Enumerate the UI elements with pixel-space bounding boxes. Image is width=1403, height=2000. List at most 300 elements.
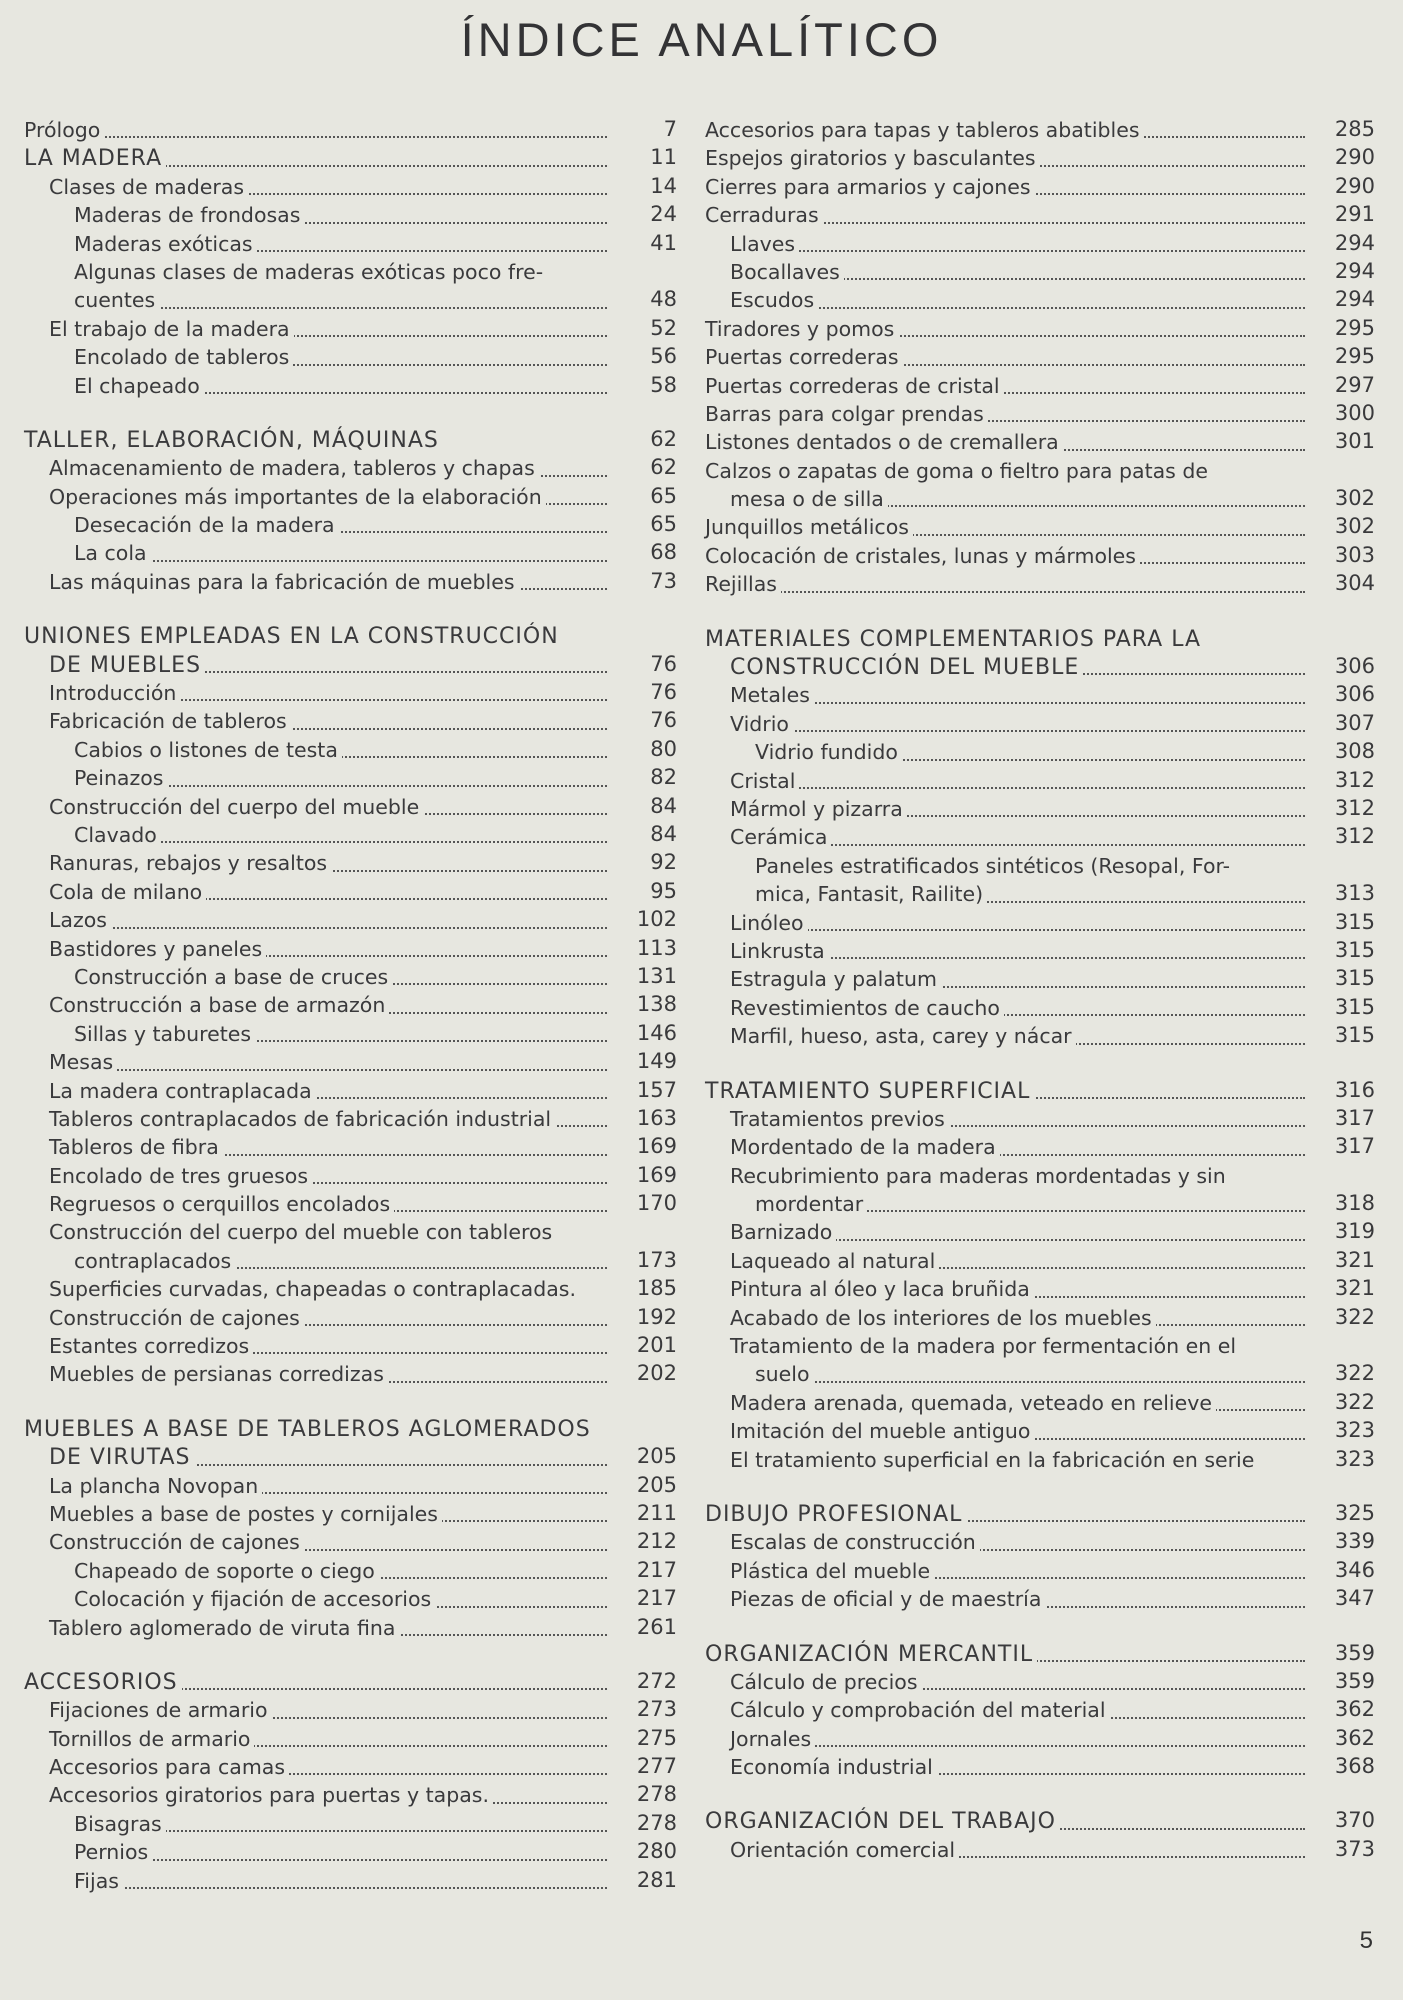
section-spacer — [24, 1388, 677, 1414]
toc-entry — [24, 1527, 677, 1555]
toc-entry-title: Tratamientos previos — [730, 1107, 949, 1131]
toc-entry-title: Escudos — [730, 288, 818, 312]
toc-entry-page: 205 — [636, 1472, 677, 1497]
toc-section-heading — [24, 621, 677, 649]
toc-entry — [705, 1695, 1375, 1723]
toc-entry-title: El chapeado — [74, 374, 204, 398]
toc-entry-page: 303 — [1334, 542, 1375, 567]
toc-section-heading — [705, 624, 1375, 652]
toc-entry-title: Cabios o listones de testa — [74, 738, 342, 762]
toc-entry — [24, 1471, 677, 1499]
toc-entry-page: 325 — [1334, 1500, 1375, 1525]
toc-entry — [24, 877, 677, 905]
toc-entry-page: 321 — [1334, 1247, 1375, 1272]
toc-entry-title: MUEBLES A BASE DE TABLEROS AGLOMERADOS — [24, 1417, 595, 1442]
toc-entry — [24, 990, 677, 1018]
toc-entry-title: Puertas correderas de cristal — [705, 374, 1004, 398]
toc-entry-title: Almacenamiento de madera, tableros y chapas — [49, 456, 539, 480]
toc-entry-title: Tableros contraplacados de fabricación industrial — [49, 1107, 555, 1131]
toc-entry-page: 273 — [636, 1697, 677, 1722]
toc-entry-page: 313 — [1334, 881, 1375, 906]
toc-entry — [705, 1527, 1375, 1555]
toc-entry-page: 102 — [636, 907, 677, 932]
toc-entry-title: Piezas de oficial y de maestría — [730, 1587, 1045, 1611]
toc-section-heading — [705, 1639, 1375, 1667]
toc-entry-page: 312 — [1334, 767, 1375, 792]
toc-entry-page: 217 — [636, 1586, 677, 1611]
toc-entry-title: Chapeado de soporte o ciego — [74, 1559, 379, 1583]
dot-leader — [730, 702, 1305, 704]
toc-entry-page: 302 — [1334, 486, 1375, 511]
dot-leader — [705, 591, 1305, 593]
toc-entry-page: 317 — [1334, 1134, 1375, 1159]
toc-section-heading — [24, 1667, 677, 1695]
toc-entry — [24, 453, 677, 481]
toc-entry-title: Algunas clases de maderas exóticas poco fre- — [74, 260, 547, 284]
toc-entry — [24, 905, 677, 933]
toc-entry — [24, 115, 677, 143]
toc-entry-page: 315 — [1334, 994, 1375, 1019]
toc-entry-page: 315 — [1334, 909, 1375, 934]
toc-entry-title: Madera arenada, quemada, veteado en relieve — [730, 1391, 1216, 1415]
toc-entry-page: 24 — [650, 202, 677, 227]
toc-entry-title: Escalas de construcción — [730, 1530, 980, 1554]
toc-entry — [705, 822, 1375, 850]
toc-entry-page: 62 — [650, 426, 677, 451]
toc-entry — [705, 794, 1375, 822]
toc-entry — [24, 1303, 677, 1331]
toc-entry-title: LA MADERA — [24, 146, 166, 171]
toc-entry-title: Estantes corredizos — [49, 1334, 253, 1358]
toc-entry — [24, 172, 677, 200]
toc-entry — [705, 342, 1375, 370]
toc-entry — [705, 427, 1375, 455]
toc-entry-page: 317 — [1334, 1105, 1375, 1130]
toc-entry-title: Tableros de fibra — [49, 1135, 223, 1159]
toc-entry-page: 202 — [636, 1361, 677, 1386]
toc-entry-title: Encolado de tres gruesos — [49, 1164, 312, 1188]
toc-entry — [705, 257, 1375, 285]
toc-entry-title: UNIONES EMPLEADAS EN LA CONSTRUCCIÓN — [24, 624, 563, 649]
toc-entry — [705, 1189, 1375, 1217]
toc-entry — [24, 285, 677, 313]
toc-entry — [705, 1217, 1375, 1245]
dot-leader — [730, 787, 1305, 789]
toc-entry-page: 346 — [1334, 1557, 1375, 1582]
toc-entry — [705, 1132, 1375, 1160]
toc-entry-title: Barras para colgar prendas — [705, 402, 988, 426]
toc-entry-page: 306 — [1334, 682, 1375, 707]
toc-entry — [24, 1047, 677, 1075]
toc-entry-title: Pernios — [74, 1840, 152, 1864]
toc-entry-title: Fijas — [74, 1869, 123, 1893]
toc-entry-page: 295 — [1334, 344, 1375, 369]
toc-entry — [705, 1104, 1375, 1132]
toc-entry-page: 315 — [1334, 966, 1375, 991]
toc-entry-title: mesa o de silla — [730, 487, 888, 511]
toc-entry-title: TRATAMIENTO SUPERFICIAL — [705, 1079, 1034, 1104]
toc-entry-title: Rejillas — [705, 572, 781, 596]
toc-entry — [24, 371, 677, 399]
toc-entry — [705, 680, 1375, 708]
toc-entry-title: Maderas exóticas — [74, 232, 257, 256]
toc-section-heading — [24, 1442, 677, 1470]
toc-entry-title: Operaciones más importantes de la elaboración — [49, 485, 546, 509]
toc-entry — [24, 1359, 677, 1387]
toc-entry — [24, 848, 677, 876]
toc-entry-title: Junquillos metálicos — [705, 515, 913, 539]
toc-entry — [24, 567, 677, 595]
section-spacer — [705, 1050, 1375, 1076]
toc-entry-page: 370 — [1334, 1808, 1375, 1833]
toc-entry — [24, 200, 677, 228]
toc-entry — [705, 1303, 1375, 1331]
toc-entry-title: Cerraduras — [705, 203, 823, 227]
toc-entry-title: Fijaciones de armario — [49, 1698, 272, 1722]
toc-entry-page: 323 — [1334, 1418, 1375, 1443]
toc-entry-page: 84 — [650, 821, 677, 846]
toc-entry-title: mordentar — [755, 1192, 867, 1216]
toc-entry-page: 312 — [1334, 795, 1375, 820]
toc-entry-title: Clases de maderas — [49, 175, 248, 199]
toc-entry-title: Recubrimiento para maderas mordentadas y sin — [730, 1164, 1230, 1188]
toc-entry — [705, 569, 1375, 597]
toc-entry — [24, 1809, 677, 1837]
toc-entry — [24, 229, 677, 257]
toc-entry — [705, 1359, 1375, 1387]
toc-entry — [705, 1752, 1375, 1780]
toc-entry — [24, 482, 677, 510]
toc-entry — [705, 1274, 1375, 1302]
toc-entry-page: 285 — [1334, 117, 1375, 141]
toc-entry-page: 278 — [636, 1782, 677, 1807]
toc-entry — [24, 1780, 677, 1808]
toc-entry-title: El trabajo de la madera — [49, 317, 294, 341]
toc-entry — [705, 964, 1375, 992]
toc-entry-page: 278 — [636, 1810, 677, 1835]
toc-entry-title: El tratamiento superficial en la fabricación en serie — [730, 1448, 1258, 1472]
toc-entry-title: Cálculo de precios — [730, 1670, 922, 1694]
toc-entry-page: 318 — [1334, 1191, 1375, 1216]
toc-entry-title: Construcción a base de armazón — [49, 993, 389, 1017]
toc-entry-page: 56 — [650, 344, 677, 369]
toc-entry — [24, 792, 677, 820]
toc-entry-page: 173 — [636, 1247, 677, 1272]
toc-entry-page: 48 — [650, 287, 677, 312]
toc-entry — [24, 763, 677, 791]
section-spacer — [705, 598, 1375, 624]
toc-entry — [24, 1837, 677, 1865]
toc-entry — [705, 314, 1375, 342]
toc-entry — [705, 766, 1375, 794]
dot-leader — [49, 927, 607, 929]
toc-entry-page: 316 — [1334, 1077, 1375, 1102]
toc-entry — [705, 737, 1375, 765]
toc-entry — [705, 1556, 1375, 1584]
toc-entry-title: Llaves — [730, 232, 799, 256]
toc-entry — [24, 1161, 677, 1189]
toc-entry-title: DIBUJO PROFESIONAL — [705, 1502, 966, 1527]
toc-entry-page: 68 — [650, 540, 677, 565]
toc-entry — [705, 512, 1375, 540]
toc-entry-page: 138 — [636, 992, 677, 1017]
toc-entry-title: Linóleo — [730, 911, 808, 935]
toc-entry-title: Metales — [730, 683, 814, 707]
toc-entry-title: Tablero aglomerado de viruta fina — [49, 1616, 399, 1640]
toc-entry-title: La cola — [74, 541, 151, 565]
section-spacer — [24, 595, 677, 621]
toc-entry-title: suelo — [755, 1362, 814, 1386]
toc-entry-title: Colocación y fijación de accesorios — [74, 1587, 435, 1611]
toc-entry — [705, 993, 1375, 1021]
toc-entry-page: 65 — [650, 512, 677, 537]
toc-entry-page: 192 — [636, 1304, 677, 1329]
toc-entry-title: Desecación de la madera — [74, 513, 339, 537]
toc-section-heading — [705, 652, 1375, 680]
toc-entry — [705, 709, 1375, 737]
toc-entry-page: 113 — [636, 935, 677, 960]
toc-entry-page: 359 — [1334, 1668, 1375, 1693]
toc-entry-title: Encolado de tableros — [74, 345, 293, 369]
toc-entry — [705, 908, 1375, 936]
toc-entry-page: 275 — [636, 1725, 677, 1750]
toc-entry-page: 62 — [650, 455, 677, 480]
toc-section-heading — [24, 425, 677, 453]
toc-entry — [24, 820, 677, 848]
dot-leader — [74, 560, 607, 562]
toc-entry — [24, 706, 677, 734]
toc-entry — [705, 229, 1375, 257]
toc-entry-title: Prólogo — [24, 118, 104, 142]
toc-entry — [705, 1388, 1375, 1416]
toc-entry-title: Construcción del cuerpo del mueble — [49, 795, 423, 819]
toc-entry-title: Muebles de persianas corredizas — [49, 1362, 388, 1386]
toc-section-heading — [705, 1499, 1375, 1527]
toc-entry — [24, 1019, 677, 1047]
toc-entry-page: 300 — [1334, 400, 1375, 425]
toc-entry-page: 312 — [1334, 824, 1375, 849]
toc-entry-page: 277 — [636, 1754, 677, 1779]
toc-entry-page: 321 — [1334, 1276, 1375, 1301]
toc-entry-page: 157 — [636, 1077, 677, 1102]
toc-entry-page: 304 — [1334, 571, 1375, 596]
toc-entry — [705, 115, 1375, 143]
dot-leader — [755, 1381, 1305, 1383]
toc-entry-title: Las máquinas para la fabricación de muebles — [49, 570, 519, 594]
toc-entry — [24, 1189, 677, 1217]
toc-entry-page: 322 — [1334, 1389, 1375, 1414]
toc-entry-title: Introducción — [49, 681, 180, 705]
toc-entry-title: Ranuras, rebajos y resaltos — [49, 851, 331, 875]
toc-entry — [24, 1695, 677, 1723]
toc-entry-page: 76 — [650, 651, 677, 676]
toc-entry-title: Accesorios para tapas y tableros abatibles — [705, 118, 1144, 142]
toc-entry-page: 7 — [663, 117, 677, 141]
toc-entry-title: mica, Fantasit, Railite) — [755, 882, 987, 906]
toc-entry-page: 80 — [650, 736, 677, 761]
toc-entry-page: 280 — [636, 1839, 677, 1864]
toc-entry-title: Sillas y taburetes — [74, 1022, 255, 1046]
toc-entry-title: Cálculo y comprobación del material — [730, 1698, 1110, 1722]
toc-entry-title: DE MUEBLES — [49, 653, 205, 678]
toc-entry — [705, 879, 1375, 907]
toc-entry-page: 163 — [636, 1105, 677, 1130]
toc-entry — [705, 1246, 1375, 1274]
toc-entry — [705, 399, 1375, 427]
toc-entry-page: 185 — [636, 1276, 677, 1301]
section-spacer — [24, 399, 677, 425]
toc-entry-page: 362 — [1334, 1697, 1375, 1722]
dot-leader — [730, 929, 1305, 931]
toc-entry — [705, 1161, 1375, 1189]
toc-entry-page: 261 — [636, 1614, 677, 1639]
toc-entry-page: 306 — [1334, 654, 1375, 679]
toc-section-heading — [24, 1414, 677, 1442]
toc-entry-title: Estragula y palatum — [730, 967, 941, 991]
toc-entry — [705, 1445, 1375, 1473]
toc-entry-title: La madera contraplacada — [49, 1079, 316, 1103]
toc-entry — [24, 678, 677, 706]
toc-section-heading — [24, 143, 677, 171]
toc-entry-title: Muebles a base de postes y cornijales — [49, 1502, 442, 1526]
toc-entry-title: Construcción de cajones — [49, 1530, 304, 1554]
toc-entry — [705, 1416, 1375, 1444]
dot-leader — [730, 250, 1305, 252]
toc-entry-page: 347 — [1334, 1586, 1375, 1611]
toc-entry — [705, 541, 1375, 569]
toc-entry-title: Puertas correderas — [705, 345, 903, 369]
toc-entry-page: 322 — [1334, 1304, 1375, 1329]
toc-entry-title: Tornillos de armario — [49, 1727, 254, 1751]
toc-entry-title: Paneles estratificados sintéticos (Resopal, For- — [755, 854, 1234, 878]
toc-entry — [24, 962, 677, 990]
toc-entry-page: 297 — [1334, 372, 1375, 397]
toc-entry — [24, 735, 677, 763]
toc-entry-page: 339 — [1334, 1529, 1375, 1554]
dot-leader — [730, 1745, 1305, 1747]
toc-entry — [24, 1132, 677, 1160]
toc-entry-title: Construcción del cuerpo del mueble con tableros — [49, 1220, 556, 1244]
toc-entry — [705, 285, 1375, 313]
toc-entry-title: Imitación del mueble antiguo — [730, 1419, 1034, 1443]
toc-entry-page: 290 — [1334, 173, 1375, 198]
toc-entry-title: Linkrusta — [730, 939, 829, 963]
toc-entry-page: 14 — [650, 173, 677, 198]
toc-entry-title: Jornales — [730, 1727, 815, 1751]
toc-entry-title: CONSTRUCCIÓN DEL MUEBLE — [730, 655, 1083, 680]
toc-entry-title: Tiradores y pomos — [705, 317, 898, 341]
toc-entry — [705, 1724, 1375, 1752]
toc-entry-page: 281 — [636, 1867, 677, 1892]
toc-entry-title: Bastidores y paneles — [49, 937, 266, 961]
toc-entry — [24, 1076, 677, 1104]
toc-entry — [24, 538, 677, 566]
toc-entry-title: Construcción de cajones — [49, 1306, 304, 1330]
toc-entry-title: La plancha Novopan — [49, 1474, 262, 1498]
toc-entry — [24, 1104, 677, 1132]
toc-entry-title: contraplacados — [74, 1249, 235, 1273]
toc-entry-title: Laqueado al natural — [730, 1249, 939, 1273]
toc-entry-page: 362 — [1334, 1725, 1375, 1750]
toc-entry-title: ORGANIZACIÓN DEL TRABAJO — [705, 1809, 1060, 1834]
toc-entry-page: 319 — [1334, 1219, 1375, 1244]
toc-entry-title: Vidrio fundido — [755, 740, 902, 764]
toc-entry-title: Peinazos — [74, 766, 167, 790]
toc-entry-page: 65 — [650, 483, 677, 508]
toc-entry-title: Fabricación de tableros — [49, 709, 291, 733]
toc-entry-title: Acabado de los interiores de los muebles — [730, 1306, 1156, 1330]
toc-entry-page: 169 — [636, 1162, 677, 1187]
dot-leader — [74, 1887, 607, 1889]
toc-entry — [24, 342, 677, 370]
toc-entry — [24, 1613, 677, 1641]
toc-entry-page: 315 — [1334, 937, 1375, 962]
toc-entry-page: 76 — [650, 708, 677, 733]
toc-entry — [24, 1724, 677, 1752]
toc-entry-title: Clavado — [74, 823, 161, 847]
toc-entry — [24, 1584, 677, 1612]
toc-entry-page: 308 — [1334, 739, 1375, 764]
toc-entry — [705, 851, 1375, 879]
toc-entry — [24, 1752, 677, 1780]
toc-entry-title: Plástica del mueble — [730, 1559, 934, 1583]
toc-entry-title: Accesorios para camas — [49, 1755, 289, 1779]
toc-entry — [705, 1667, 1375, 1695]
toc-entry-page: 131 — [636, 963, 677, 988]
toc-section-heading — [705, 1076, 1375, 1104]
toc-entry — [24, 257, 677, 285]
toc-entry-title: Barnizado — [730, 1220, 836, 1244]
toc-entry — [705, 143, 1375, 171]
toc-entry-title: Economía industrial — [730, 1755, 937, 1779]
toc-entry-title: Tratamiento de la madera por fermentación en el — [730, 1334, 1240, 1358]
toc-entry-page: 146 — [636, 1020, 677, 1045]
toc-entry-title: MATERIALES COMPLEMENTARIOS PARA LA — [705, 627, 1205, 652]
toc-entry — [24, 314, 677, 342]
toc-entry — [24, 1274, 677, 1302]
toc-entry-title: Maderas de frondosas — [74, 203, 304, 227]
toc-entry-page: 302 — [1334, 514, 1375, 539]
toc-entry-title: Listones dentados o de cremallera — [705, 430, 1063, 454]
toc-entry-title: Marfil, hueso, asta, carey y nácar — [730, 1024, 1076, 1048]
toc-left-column — [24, 115, 677, 1894]
toc-entry-page: 95 — [650, 878, 677, 903]
toc-entry-title: Colocación de cristales, lunas y mármoles — [705, 544, 1140, 568]
toc-entry-page: 294 — [1334, 230, 1375, 255]
toc-right-column — [705, 115, 1375, 1863]
toc-entry-page: 373 — [1334, 1836, 1375, 1861]
toc-entry-page: 307 — [1334, 710, 1375, 735]
toc-entry-title: Cola de milano — [49, 880, 206, 904]
toc-entry-page: 169 — [636, 1134, 677, 1159]
toc-entry-page: 359 — [1334, 1640, 1375, 1665]
toc-entry — [24, 1217, 677, 1245]
toc-section-heading — [24, 650, 677, 678]
toc-entry — [705, 371, 1375, 399]
toc-entry-title: Construcción a base de cruces — [74, 965, 392, 989]
toc-entry-page: 323 — [1334, 1446, 1375, 1471]
toc-entry-page: 84 — [650, 793, 677, 818]
toc-entry — [705, 936, 1375, 964]
toc-entry-title: TALLER, ELABORACIÓN, MÁQUINAS — [24, 428, 443, 453]
toc-entry — [705, 200, 1375, 228]
toc-entry-title: Regruesos o cerquillos encolados — [49, 1192, 394, 1216]
toc-entry — [24, 1866, 677, 1894]
dot-leader — [24, 136, 607, 138]
toc-entry-page: 217 — [636, 1557, 677, 1582]
toc-entry — [705, 1331, 1375, 1359]
toc-entry-title: ACCESORIOS — [24, 1670, 182, 1695]
